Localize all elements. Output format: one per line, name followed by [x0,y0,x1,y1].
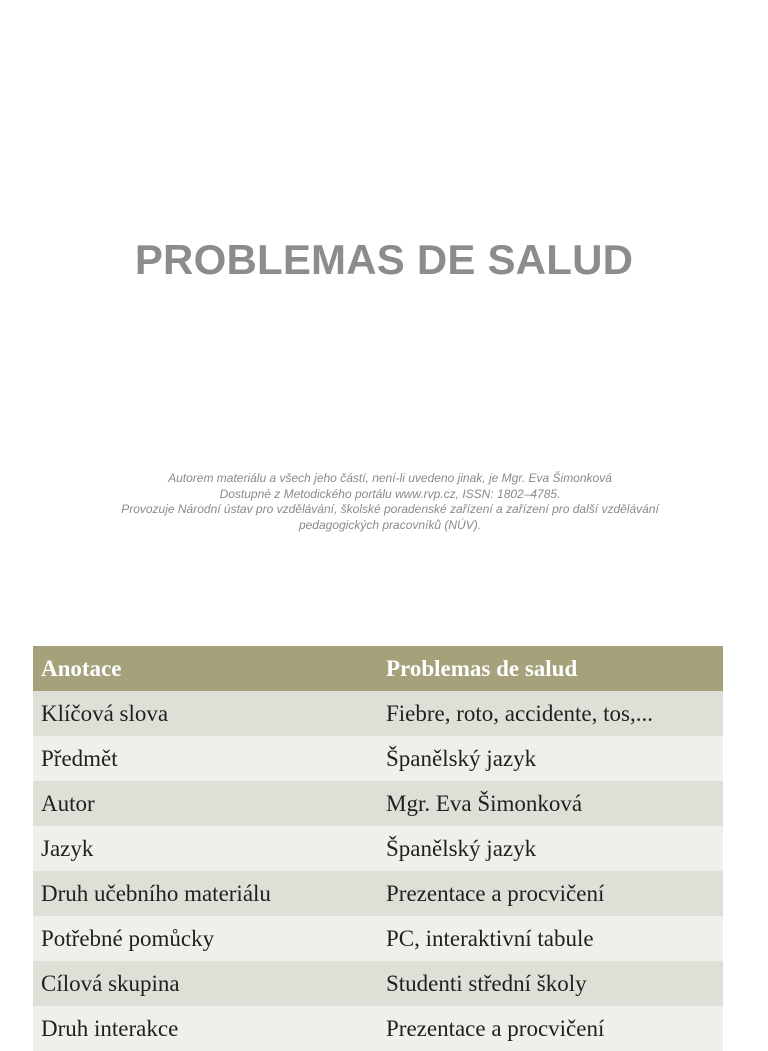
row-label: Předmět [33,736,378,781]
header-cell-label: Anotace [33,646,378,691]
row-value: Prezentace a procvičení [378,1006,723,1051]
row-value: Prezentace a procvičení [378,871,723,916]
row-label: Cílová skupina [33,961,378,1006]
header-cell-value: Problemas de salud [378,646,723,691]
row-label: Druh učebního materiálu [33,871,378,916]
author-credits [60,471,720,533]
row-label: Klíčová slova [33,691,378,736]
table-row [33,916,723,961]
row-value: Mgr. Eva Šimonková [378,781,723,826]
row-label: Jazyk [33,826,378,871]
row-value: PC, interaktivní tabule [378,916,723,961]
credits-line-operator: Provozuje Národní ústav pro vzdělávání, školské poradenské zařízení a zařízení pro další vzdělávání [121,502,659,516]
credits-line-author: Autorem materiálu a všech jeho částí, není-li uvedeno jinak, je Mgr. Eva Šimonková [168,471,612,485]
table-row [33,691,723,736]
row-value: Fiebre, roto, accidente, tos,... [378,691,723,736]
table-header-row [33,646,723,691]
table-row [33,736,723,781]
row-value: Studenti střední školy [378,961,723,1006]
row-value: Španělský jazyk [378,826,723,871]
table-row [33,871,723,916]
row-label: Potřebné pomůcky [33,916,378,961]
row-value: Španělský jazyk [378,736,723,781]
credits-line-portal: Dostupné z Metodického portálu www.rvp.cz, ISSN: 1802–4785. [219,486,561,501]
table-row [33,781,723,826]
table-row [33,826,723,871]
annotation-table [33,646,723,1051]
slide-title: PROBLEMAS DE SALUD [134,236,634,283]
table-row [33,961,723,1006]
row-label: Autor [33,781,378,826]
row-label: Druh interakce [33,1006,378,1051]
table-row [33,1006,723,1051]
credits-line-operator-cont: pedagogických pracovníků (NÚV). [298,517,482,532]
